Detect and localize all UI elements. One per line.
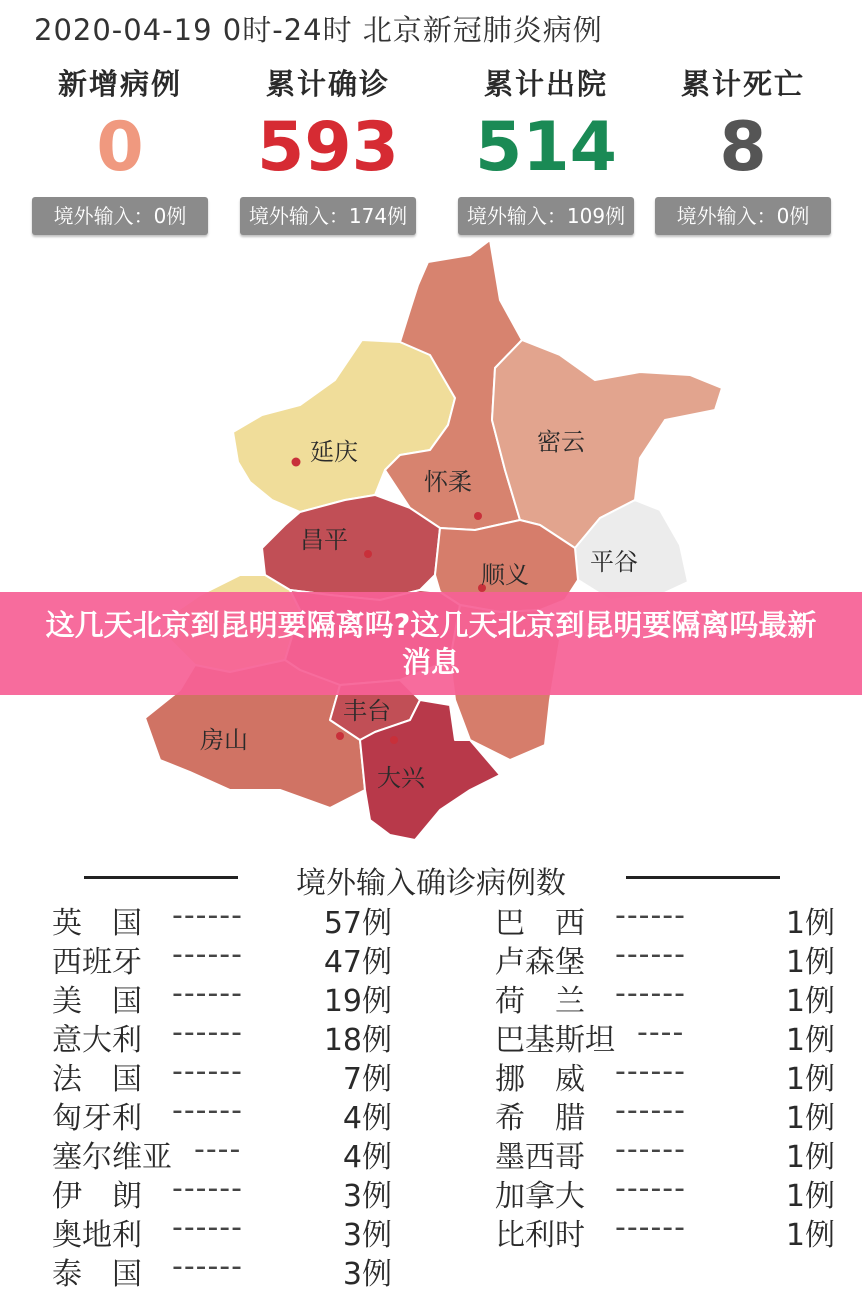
country-name: 挪 威 — [495, 1062, 585, 1097]
country-name: 荷 兰 — [495, 984, 585, 1019]
case-count: 18例 — [323, 1023, 392, 1058]
stat-total-confirmed — [228, 62, 428, 235]
stat-value: 514 — [475, 108, 617, 187]
dash-leader: ------ — [172, 1249, 243, 1284]
marker-changping — [364, 550, 372, 558]
dash-leader: ------ — [615, 1171, 686, 1206]
country-row — [495, 1171, 835, 1214]
dash-leader: ------ — [615, 1093, 686, 1128]
case-count: 57例 — [323, 906, 392, 941]
case-count: 1例 — [785, 945, 835, 980]
label-fangshan: 房山 — [200, 726, 248, 754]
dash-leader: ------ — [172, 1210, 243, 1245]
country-name: 希 腊 — [495, 1101, 585, 1136]
dash-leader: ------ — [615, 1132, 686, 1167]
country-row — [495, 937, 835, 980]
country-row — [495, 1015, 835, 1058]
marker-yanqing — [292, 458, 301, 467]
country-row — [495, 1093, 835, 1136]
label-daxing: 大兴 — [377, 764, 425, 792]
label-shunyi: 顺义 — [481, 561, 529, 589]
district-changping[interactable] — [262, 495, 440, 600]
dash-leader: ------ — [615, 937, 686, 972]
case-count: 1例 — [785, 1101, 835, 1136]
country-name: 伊 朗 — [52, 1179, 142, 1214]
country-row — [495, 976, 835, 1019]
imported-cases-title: 境外输入确诊病例数 — [296, 866, 566, 901]
dash-leader: ------ — [172, 898, 243, 933]
case-count: 4例 — [342, 1140, 392, 1175]
dash-leader: ------ — [172, 1015, 243, 1050]
stat-label: 新增病例 — [57, 67, 182, 101]
country-name: 塞尔维亚 — [52, 1140, 172, 1175]
dash-leader: ------ — [615, 898, 686, 933]
stat-label: 累计确诊 — [265, 67, 390, 101]
dash-leader: ------ — [172, 937, 243, 972]
case-count: 3例 — [342, 1218, 392, 1253]
dash-leader: ------ — [615, 1210, 686, 1245]
dash-leader: ------ — [172, 1054, 243, 1089]
case-count: 3例 — [342, 1257, 392, 1292]
case-count: 47例 — [323, 945, 392, 980]
stat-total-deaths — [643, 62, 843, 235]
country-name: 法 国 — [52, 1062, 142, 1097]
dash-leader: ------ — [172, 976, 243, 1011]
case-count: 4例 — [342, 1101, 392, 1136]
marker-fangshan — [336, 732, 344, 740]
country-name: 巴基斯坦 — [495, 1023, 615, 1058]
marker-daxing — [390, 736, 398, 744]
country-name: 奥地利 — [52, 1218, 142, 1253]
dash-leader: ---- — [637, 1015, 685, 1050]
country-row — [495, 1210, 835, 1253]
country-row — [52, 1015, 392, 1058]
country-row — [52, 1171, 392, 1214]
case-count: 1例 — [785, 1062, 835, 1097]
stat-label: 累计死亡 — [680, 67, 805, 101]
label-miyun: 密云 — [537, 428, 585, 456]
marker-huairou — [474, 512, 482, 520]
banner-text: 这几天北京到昆明要隔离吗?这几天北京到昆明要隔离吗最新消息 — [45, 607, 817, 679]
country-row — [52, 1054, 392, 1097]
dash-leader: ------ — [615, 976, 686, 1011]
country-row — [495, 1054, 835, 1097]
stat-imported-pill: 境外输入：109例 — [458, 197, 634, 235]
dash-leader: ------ — [615, 1054, 686, 1089]
dash-leader: ------ — [172, 1093, 243, 1128]
label-changping: 昌平 — [300, 526, 348, 554]
case-count: 1例 — [785, 1023, 835, 1058]
country-name: 加拿大 — [495, 1179, 585, 1214]
label-fengtai: 丰台 — [343, 697, 391, 725]
country-row — [52, 898, 392, 941]
case-count: 1例 — [785, 984, 835, 1019]
case-count: 3例 — [342, 1179, 392, 1214]
country-row — [52, 1210, 392, 1253]
overlay-banner[interactable] — [0, 592, 862, 695]
case-count: 1例 — [785, 1179, 835, 1214]
country-row — [52, 1132, 392, 1175]
country-name: 泰 国 — [52, 1257, 142, 1292]
stat-total-discharged — [446, 62, 646, 235]
stat-label: 累计出院 — [483, 67, 608, 101]
country-name: 卢森堡 — [495, 945, 585, 980]
country-name: 墨西哥 — [495, 1140, 585, 1175]
country-name: 美 国 — [52, 984, 142, 1019]
label-yanqing: 延庆 — [310, 438, 358, 466]
country-name: 西班牙 — [52, 945, 142, 980]
country-row — [495, 1132, 835, 1175]
case-count: 19例 — [323, 984, 392, 1019]
stat-value: 0 — [96, 108, 144, 187]
stat-imported-pill: 境外输入：174例 — [240, 197, 416, 235]
country-name: 匈牙利 — [52, 1101, 142, 1136]
beijing-district-map — [0, 230, 862, 850]
country-row — [52, 1249, 392, 1292]
country-row — [52, 937, 392, 980]
page-title: 2020-04-19 0时-24时 北京新冠肺炎病例 — [34, 13, 603, 47]
country-name: 英 国 — [52, 906, 142, 941]
label-pinggu: 平谷 — [590, 548, 638, 576]
stat-value: 8 — [719, 108, 767, 187]
dash-leader: ---- — [194, 1132, 242, 1167]
dash-leader: ------ — [172, 1171, 243, 1206]
label-huairou: 怀柔 — [424, 468, 472, 496]
country-row — [52, 976, 392, 1019]
stat-imported-pill: 境外输入：0例 — [655, 197, 831, 235]
title-rule-right — [626, 876, 780, 879]
case-count: 1例 — [785, 906, 835, 941]
stat-imported-pill: 境外输入：0例 — [32, 197, 208, 235]
country-name: 意大利 — [52, 1023, 142, 1058]
case-count: 1例 — [785, 1218, 835, 1253]
case-count: 1例 — [785, 1140, 835, 1175]
country-row — [52, 1093, 392, 1136]
stat-new-cases — [20, 62, 220, 235]
country-row — [495, 898, 835, 941]
case-count: 7例 — [342, 1062, 392, 1097]
country-name: 比利时 — [495, 1218, 585, 1253]
country-name: 巴 西 — [495, 906, 585, 941]
stat-value: 593 — [257, 108, 399, 187]
